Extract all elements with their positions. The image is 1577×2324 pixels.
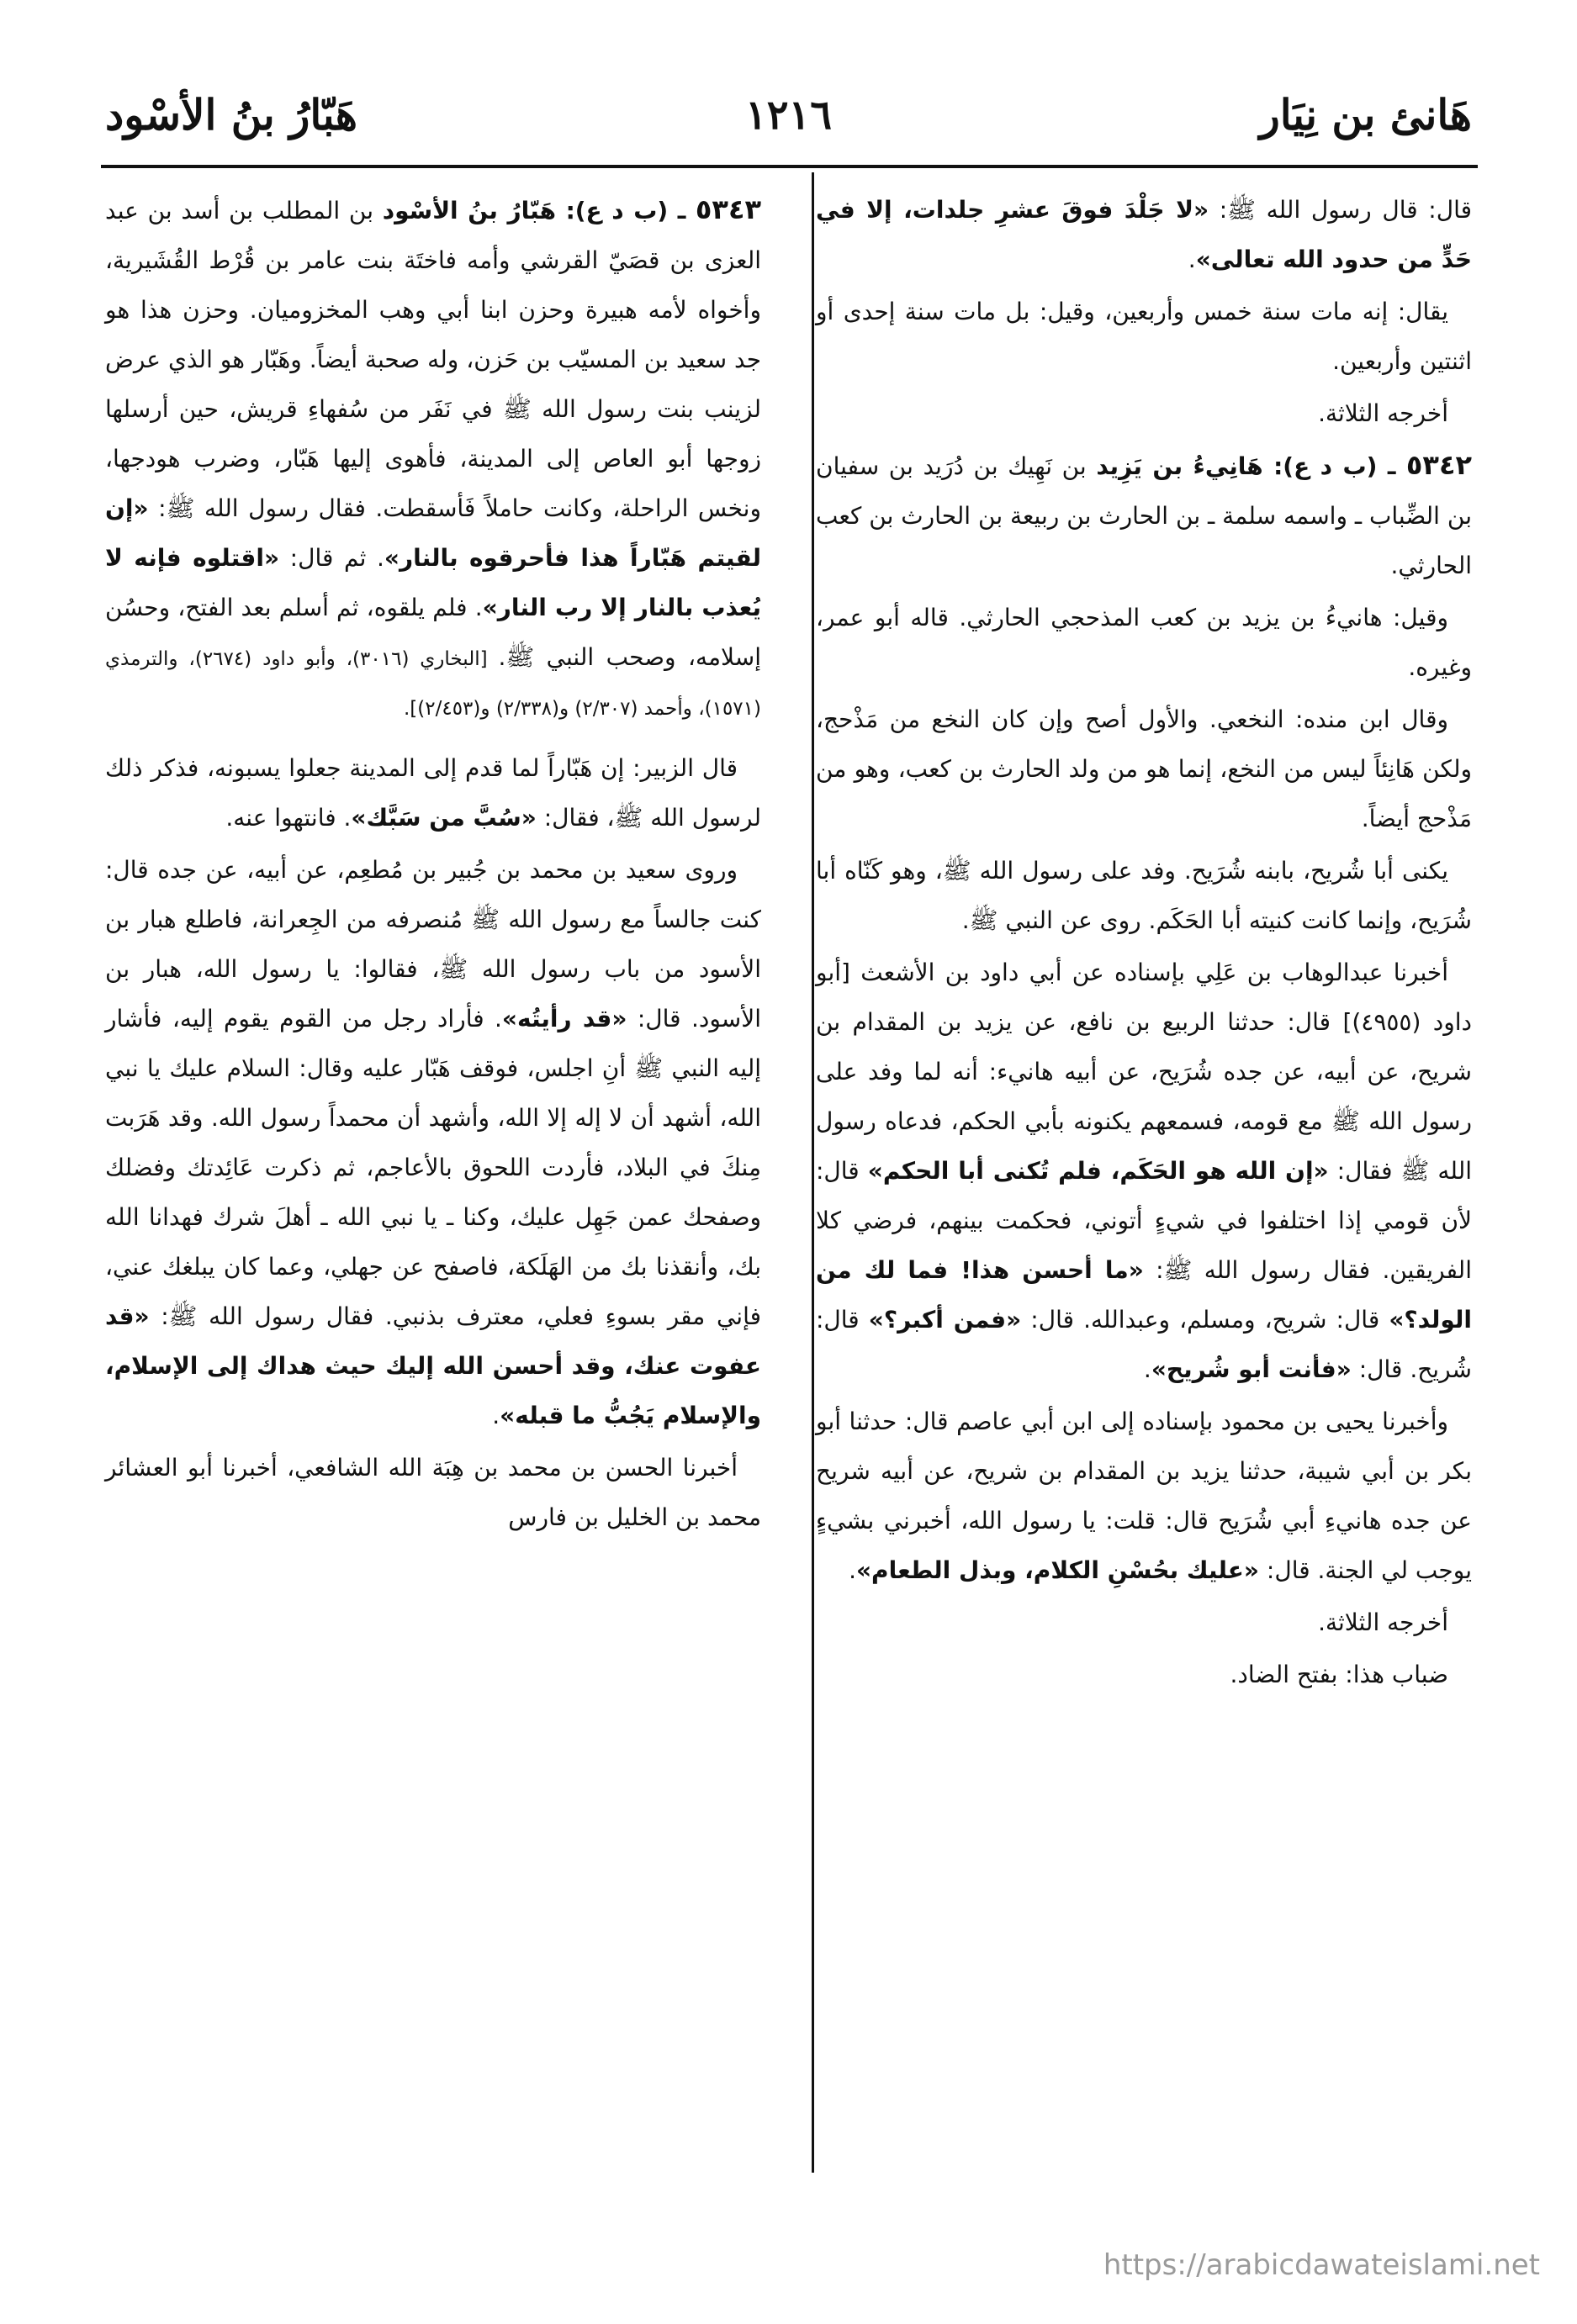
page-number: ١٢١٦ [744,92,833,139]
text-run: . [1188,246,1196,273]
text-run: قال: شُريح. قال: [816,1306,1472,1383]
hadith-quote: «لا جَلْدَ فوقَ عشرِ جلدات، إلا في حَدٍّ من حدود الله تعالى» [816,196,1472,273]
paragraph [816,948,1472,1394]
paragraph: يكنى أبا شُريح، بابنه شُرَيح. وفد على رسول الله ﷺ، وهو كَنّاه أبا شُرَيح، وإنما كانت كنيته أبا الحَكَم. روى عن النبي ﷺ. [816,857,1472,934]
paragraph: يقال: إنه مات سنة خمس وأربعين، وقيل: بل مات سنة إحدى أو اثنتين وأربعين. [816,298,1472,375]
text-run: قال الزبير: إن هَبّاراً لما قدم إلى المدينة جعلوا يسبونه، فذكر ذلك لرسول الله ﷺ، فقال: [105,754,761,832]
text-run: . [492,1402,500,1429]
header-left-title: هَبّارُ بنُ الأسْود [105,90,358,140]
paragraph: أخرجه الثلاثة. [1318,399,1448,427]
hadith-quote: «عليك بحُسْنِ الكلام، وبذل الطعام» [855,1556,1260,1584]
hadith-quote: «إن لقيتم هَبّاراً هذا فأحرقوه بالنار» [105,494,761,572]
text-run: بن نَهِيك بن دُرَيد بن سفيان بن الضِّباب ـ واسمه سلمة ـ بن الحارث بن ربيعة بن الحارث بن كعب الحارثي. [816,452,1472,579]
right-column [816,185,1472,1702]
entry-heading: ـ (ب د ع): هَبّارُ بنُ الأسْود [382,197,696,224]
header-rule [101,165,1478,168]
text-run: . [1143,1355,1151,1383]
text-run: وأخبرنا يحيى بن محمود بإسناده إلى ابن أبي عاصم قال: حدثنا أبو بكر بن أبي شيبة، حدثنا يزيد بن المقدام بن شريح، عن أبيه شريح عن جده هانيءِ أبي شُرَيح قال: قلت: يا رسول الله، أخبرني بشيءٍ يوجب لي الجنة. قال: [816,1408,1472,1584]
hadith-quote: «سُبَّ من سَبَّك» [351,804,537,832]
hadith-quote: «اقتلوه فإنه لا يُعذب بالنار إلا رب النار» [105,544,761,621]
hadith-quote: «فمن أكبر؟» [868,1306,1022,1334]
entry-number: ٥٣٤٢ [1405,449,1472,481]
hadith-quote: «قد رأيتُه» [501,1005,627,1033]
text-run: وروى سعيد بن محمد بن جُبير بن مُطعِم، عن أبيه، عن جده قال: كنت جالساً مع رسول الله ﷺ مُنصرفه من الجِعرانة، فاطلع هبار بن الأسود من باب رسول الله ﷺ، فقالوا: يا رسول الله، هبار بن الأسود. قال: [105,856,761,1033]
paragraph [105,845,761,1440]
entry-paragraph [816,441,1472,590]
entry-heading: ـ (ب د ع): هَانِيءُ بن يَزِيد [1096,452,1406,480]
entry-paragraph [105,185,761,732]
source-reference: [البخاري (٣٠١٦)، وأبو داود (٢٦٧٤)، والترمذي (١٥٧١)، وأحمد (٢/٣٠٧) و(٢/٣٣٨) و(٢/٤٥٣)]. [105,648,761,720]
text-run: . فانتهوا عنه. [225,804,352,832]
entry-number: ٥٣٤٣ [695,193,761,225]
paragraph: وقال ابن منده: النخعي. والأول أصح وإن كان النخع من مَذْحج، ولكن هَانِئاً ليس من النخع، إنما هو من ولد الحارث بن كعب، وهو من مَذْحج أيضاً. [816,705,1472,832]
hadith-quote: «ما أحسن هذا! فما لك من الولد؟» [816,1256,1472,1334]
hadith-quote: «فأنت أبو شُريح» [1151,1355,1352,1383]
text-run: . فأراد رجل من القوم يقوم إليه، فأشار إليه النبي ﷺ أنِ اجلس، فوقف هَبّار عليه وقال: السلام عليك يا نبي الله، أشهد أن لا إله إلا الله، وأشهد أن محمداً رسول الله. وقد هَرَبت مِنكَ في البلاد، فأردت اللحوق بالأعاجم، ثم ذكرت عَائِدتك وفضلك وصفحك عمن جَهِل عليك، وكنا ـ يا نبي الله ـ أهلَ شرك فهدانا الله بك، وأنقذنا بك من الهَلَكة، فاصفح عن جهلي، وعما كان يبلغك عني، فإني مقر بسوءِ فعلي، معترف بذنبي. فقال رسول الله ﷺ: [105,1005,761,1330]
header-right-title: هَانئ بن نِيَار [1259,90,1472,140]
text-run: . فلم يلقوه، ثم أسلم بعد الفتح، وحسُن إسلامه، وصحب النبي ﷺ. [105,594,761,671]
text-run: . ثم قال: [279,544,384,572]
text-run: قال: لأن قومي إذا اختلفوا في شيءٍ أتوني، فحكمت بينهم، فرضي كلا الفريقين. فقال رسول الله ﷺ: [816,1157,1472,1284]
watermark-url: https://arabicdawateislami.net [1103,2248,1540,2282]
paragraph [816,185,1472,284]
text-run: قال: قال رسول الله ﷺ: [1209,196,1472,224]
column-divider [812,172,814,2173]
text-run: أخبرنا عبدالوهاب بن عَلِي بإسناده عن أبي داود بن الأشعث [أبو داود (٤٩٥٥)] قال: حدثنا الربيع بن نافع، عن يزيد بن المقدام بن شريح، عن أبيه، عن جده شُرَيح، عن أبيه هانيء: أنه لما وفد على رسول الله ﷺ مع قومه، فسمعهم يكنونه بأبي الحكم، فدعاه رسول الله ﷺ فقال: [816,959,1473,1185]
paragraph: أخرجه الثلاثة. [1318,1608,1448,1636]
hadith-quote: «قد عفوت عنك، وقد أحسن الله إليك حيث هداك إلى الإسلام، والإسلام يَجُبُّ ما قبله» [105,1302,761,1429]
running-header [105,80,1472,156]
hadith-quote: «إن الله هو الحَكَم، فلم تُكنى أبا الحكم» [867,1157,1329,1185]
text-run: بن المطلب بن أسد بن عبد العزى بن قصَيّ القرشي وأمه فاختَة بنت عامر بن قُرْط القُشَيرية، وأخواه لأمه هبيرة وحزن ابنا أبي وهب المخزوميان. وحزن هذا هو جد سعيد بن المسيّب بن حَزن، وله صحبة أيضاً. وهَبّار هو الذي عرض لزينب بنت رسول الله ﷺ في نَفَر من سُفهاءِ قريش، حين أرسلها زوجها أبو العاص إلى المدينة، فأهوى إليها هَبّار، وضرب هودجها، ونخس الراحلة، وكانت حاملاً فَأسقطت. فقال رسول الله ﷺ: [105,197,761,522]
paragraph: أخبرنا الحسن بن محمد بن هِبَة الله الشافعي، أخبرنا أبو العشائر محمد بن الخليل بن فارس [105,1454,761,1531]
left-column [105,185,761,1545]
text-run: . [849,1556,856,1584]
text-run: قال: شريح، ومسلم، وعبدالله. قال: [1021,1306,1389,1334]
paragraph: ضباب هذا: بفتح الضاد. [1230,1661,1448,1688]
paragraph [816,1397,1472,1595]
paragraph [105,743,761,842]
paragraph: وقيل: هانيءُ بن يزيد بن كعب المذحجي الحارثي. قاله أبو عمر، وغيره. [816,604,1472,681]
